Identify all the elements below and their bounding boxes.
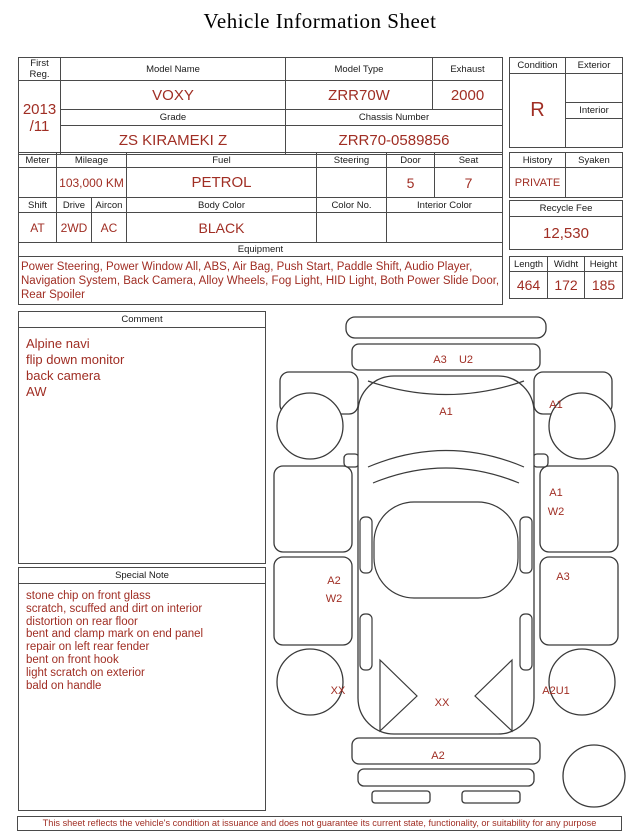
damage-label-right-fender-a1: A1 [549, 399, 563, 411]
seat-value: 7 [435, 168, 503, 198]
recycle-fee-label: Recycle Fee [510, 201, 623, 217]
special-note-line: bent and clamp mark on end panel [26, 628, 204, 641]
body-color-label: Body Color [127, 198, 317, 213]
left-mirror [344, 454, 359, 467]
recycle-fee-table [509, 200, 623, 250]
damage-label-left-door-a2: A2 [327, 575, 341, 587]
mileage-value: 103,000 KM [57, 168, 127, 198]
condition-label: Condition [510, 58, 566, 74]
width-value: 172 [548, 272, 585, 299]
damage-label-front-u2: U2 [458, 354, 474, 366]
special-note-body [19, 584, 265, 698]
condition-value: R [510, 74, 566, 148]
fuel-value: PETROL [127, 168, 317, 198]
grade-value: ZS KIRAMEKI Z [61, 126, 286, 155]
rear-lower-bar [358, 769, 534, 786]
special-note-line: stone chip on front glass [26, 590, 151, 602]
comment-line: back camera [26, 368, 101, 383]
exterior-label: Exterior [566, 58, 623, 74]
exterior-value [566, 74, 623, 103]
wheel-rear-left [277, 649, 343, 715]
history-value: PRIVATE [510, 168, 566, 198]
aircon-value: AC [92, 213, 127, 243]
length-label: Length [510, 257, 548, 272]
special-note-panel [18, 567, 266, 811]
exhaust-label: Exhaust [433, 58, 503, 81]
special-note-line: distortion on rear floor [26, 615, 138, 628]
interior-color-value [387, 213, 503, 243]
grade-label: Grade [61, 110, 286, 126]
body-color-value: BLACK [127, 213, 317, 243]
car-damage-diagram [267, 314, 637, 814]
model-type-label: Model Type [286, 58, 433, 81]
shift-label: Shift [19, 198, 57, 213]
exhaust-value: 2000 [433, 81, 503, 110]
interior-value [566, 119, 623, 148]
front-top-bar [346, 317, 546, 338]
rear-right-plate [462, 791, 520, 803]
comment-body [19, 328, 265, 408]
width-label: Widht [548, 257, 585, 272]
comment-line: Alpine navi [26, 336, 90, 351]
chassis-number-value: ZRR70-0589856 [286, 126, 503, 155]
left-front-door [274, 466, 352, 552]
footer-disclaimer: This sheet reflects the vehicle's condition at issuance and does not guarantee its current state, functionality, or suitability for any purpose [17, 816, 622, 831]
history-table [509, 152, 623, 198]
height-value: 185 [585, 272, 623, 299]
damage-label-rear-bumper-a2: A2 [431, 750, 445, 762]
fuel-label: Fuel [127, 153, 317, 168]
wheel-rear-right [549, 649, 615, 715]
meter-value [19, 168, 57, 198]
dimensions-table [509, 256, 623, 299]
damage-label-left-door-w2: W2 [325, 593, 343, 605]
interior-label: Interior [566, 103, 623, 119]
car-body [358, 376, 534, 734]
syaken-label: Syaken [566, 153, 623, 168]
right-slide-door [540, 557, 618, 645]
seat-label: Seat [435, 153, 503, 168]
recycle-fee-value: 12,530 [510, 217, 623, 250]
height-label: Height [585, 257, 623, 272]
first-reg-value: 2013 /11 [19, 81, 61, 155]
model-type-value: ZRR70W [286, 81, 433, 110]
condition-table [509, 57, 623, 148]
wheel-front-left [277, 393, 343, 459]
damage-label-right-door-a1: A1 [549, 487, 563, 499]
rear-bumper [352, 738, 540, 764]
special-note-line: bald on handle [26, 679, 102, 692]
comment-panel [18, 311, 266, 564]
history-label: History [510, 153, 566, 168]
damage-label-front-a3: A3 [433, 354, 447, 366]
spec-table [18, 152, 503, 305]
equipment-label: Equipment [19, 243, 503, 257]
model-name-value: VOXY [61, 81, 286, 110]
color-no-value [317, 213, 387, 243]
damage-label-right-quarter-a3: A3 [556, 571, 570, 583]
steering-value [317, 168, 387, 198]
steering-label: Steering [317, 153, 387, 168]
page-title: Vehicle Information Sheet [203, 9, 437, 33]
special-note-line: scratch, scuffed and dirt on interior [26, 602, 203, 615]
first-reg-label: First Reg. [19, 58, 61, 81]
comment-line: flip down monitor [26, 352, 125, 367]
damage-label-hood-a1: A1 [439, 406, 453, 418]
equipment-value: Power Steering, Power Window All, ABS, Air Bag, Push Start, Paddle Shift, Audio Player, Navigation System, Back Camera, Alloy Wheels, Fog Light, HID Light, Both Power Slide Door, Rear Spoiler [19, 257, 503, 305]
meter-label: Meter [19, 153, 57, 168]
comment-title: Comment [19, 312, 265, 328]
special-note-title: Special Note [19, 568, 265, 584]
model-name-label: Model Name [61, 58, 286, 81]
special-note-line: repair on left rear fender [26, 641, 150, 654]
interior-color-label: Interior Color [387, 198, 503, 213]
chassis-number-label: Chassis Number [286, 110, 503, 126]
damage-label-rear-right-a2u1: A2U1 [542, 685, 570, 697]
aircon-label: Aircon [92, 198, 127, 213]
special-note-line: bent on front hook [26, 653, 119, 666]
rear-left-plate [372, 791, 430, 803]
drive-value: 2WD [57, 213, 92, 243]
drive-label: Drive [57, 198, 92, 213]
length-value: 464 [510, 272, 548, 299]
shift-value: AT [19, 213, 57, 243]
door-value: 5 [387, 168, 435, 198]
damage-label-rear-center-xx: XX [434, 697, 450, 709]
damage-label-right-door-w2: W2 [547, 506, 565, 518]
damage-label-rear-left-xx: XX [330, 685, 346, 697]
comment-line: AW [26, 384, 47, 399]
syaken-value [566, 168, 623, 198]
spare-tire [563, 745, 625, 807]
right-mirror [533, 454, 548, 467]
special-note-line: light scratch on exterior [26, 666, 145, 679]
vehicle-info-table [18, 57, 503, 155]
mileage-label: Mileage [57, 153, 127, 168]
color-no-label: Color No. [317, 198, 387, 213]
door-label: Door [387, 153, 435, 168]
